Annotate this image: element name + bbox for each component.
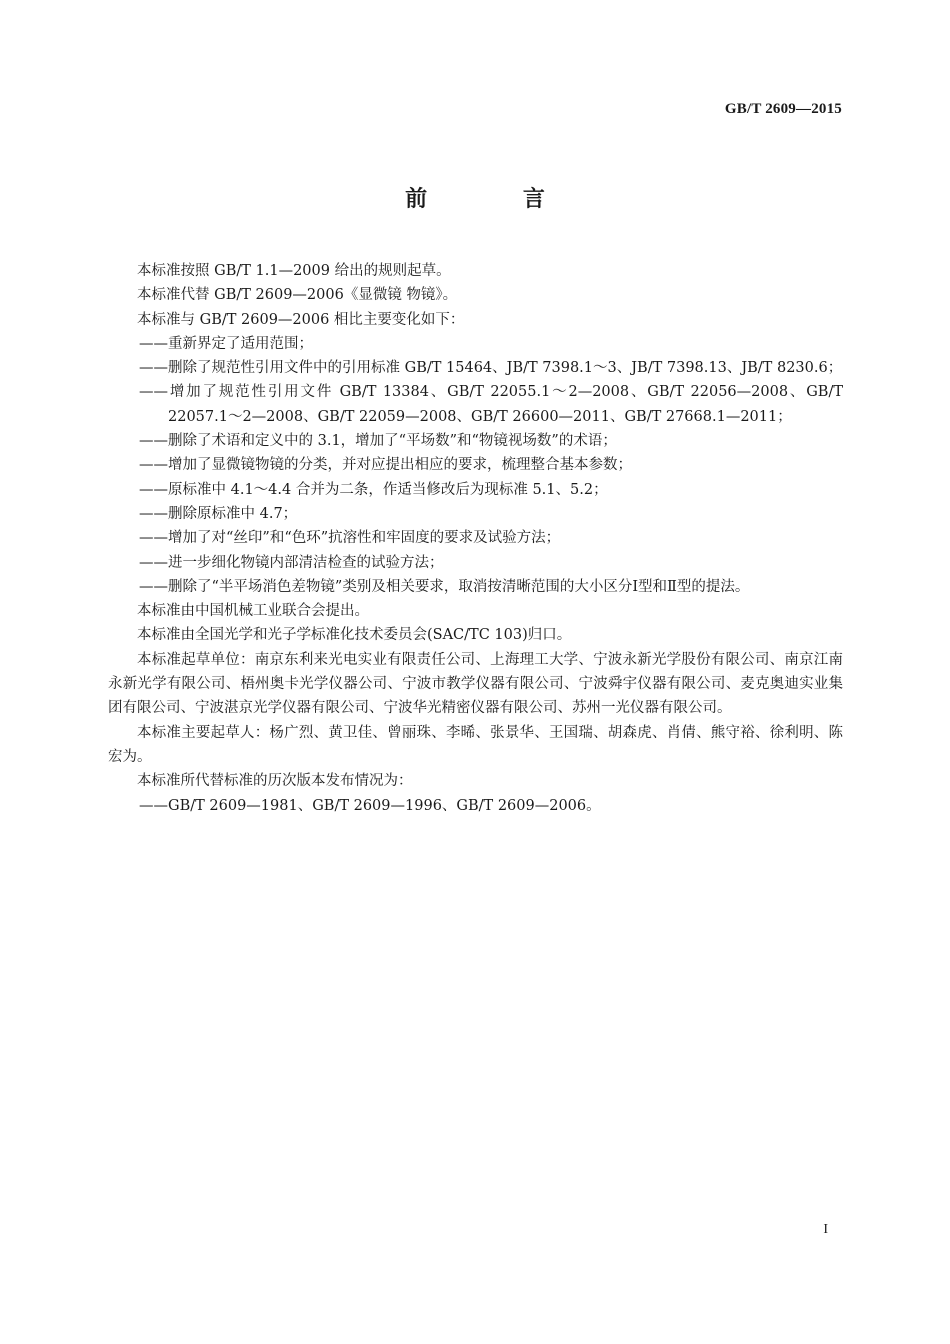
change-item: ——增加了规范性引用文件 GB/T 13384、GB/T 22055.1～2—2008、GB/T 22056—2008、GB/T 22057.1～2—2008、GB/T 22059—2008、GB/T 26600—2011、GB/T 27668.1—2011； — [139, 384, 843, 425]
foreword-body — [108, 259, 843, 818]
change-item: ——进一步细化物镜内部清洁检查的试验方法； — [139, 554, 444, 571]
paragraph: 本标准所代替标准的历次版本发布情况为： — [137, 773, 413, 790]
change-item: ——增加了显微镜物镜的分类，并对应提出相应的要求，梳理整合基本参数； — [139, 457, 632, 474]
history-item: ——GB/T 2609—1981、GB/T 2609—1996、GB/T 2609—2006。 — [139, 797, 601, 814]
change-item: ——删除了规范性引用文件中的引用标准 GB/T 15464、JB/T 7398.1～3、JB/T 7398.13、JB/T 8230.6； — [139, 360, 843, 377]
paragraph: 本标准代替 GB/T 2609—2006《显微镜 物镜》。 — [137, 287, 458, 304]
change-item: ——删除原标准中 4.7； — [139, 505, 298, 522]
paragraph: 本标准由中国机械工业联合会提出。 — [137, 603, 369, 620]
paragraph: 本标准由全国光学和光子学标准化技术委员会(SAC/TC 103)归口。 — [137, 627, 572, 644]
paragraph: 本标准与 GB/T 2609—2006 相比主要变化如下： — [137, 311, 465, 328]
drafting-units: 本标准起草单位：南京东利来光电实业有限责任公司、上海理工大学、宁波永新光学股份有限公司、南京江南永新光学有限公司、梧州奥卡光学仪器公司、宁波市教学仪器有限公司、宁波舜宇仪器有限公司、麦克奥迪实业集团有限公司、宁波湛京光学仪器有限公司、宁波华光精密仪器有限公司、苏州一光仪器有限公司。 — [108, 651, 843, 717]
change-item: ——增加了对“丝印”和“色环”抗溶性和牢固度的要求及试验方法； — [139, 530, 561, 547]
standard-code: GB/T 2609—2015 — [724, 101, 842, 117]
drafters: 本标准主要起草人：杨广烈、黄卫佳、曾丽珠、李晞、张景华、王国瑞、胡森虎、肖倩、熊守裕、徐利明、陈宏为。 — [108, 724, 843, 765]
paragraph: 本标准按照 GB/T 1.1—2009 给出的规则起草。 — [137, 263, 451, 279]
change-item: ——原标准中 4.1～4.4 合并为二条，作适当修改后为现标准 5.1、5.2； — [139, 481, 608, 498]
change-item: ——重新界定了适用范围； — [139, 335, 313, 352]
page-title: 前 言 — [405, 187, 589, 212]
change-item: ——删除了“半平场消色差物镜”类别及相关要求，取消按清晰范围的大小区分Ⅰ型和Ⅱ型的提法。 — [139, 578, 750, 595]
change-item: ——删除了术语和定义中的 3.1，增加了“平场数”和“物镜视场数”的术语； — [139, 433, 617, 450]
page-number: I — [823, 1222, 828, 1237]
